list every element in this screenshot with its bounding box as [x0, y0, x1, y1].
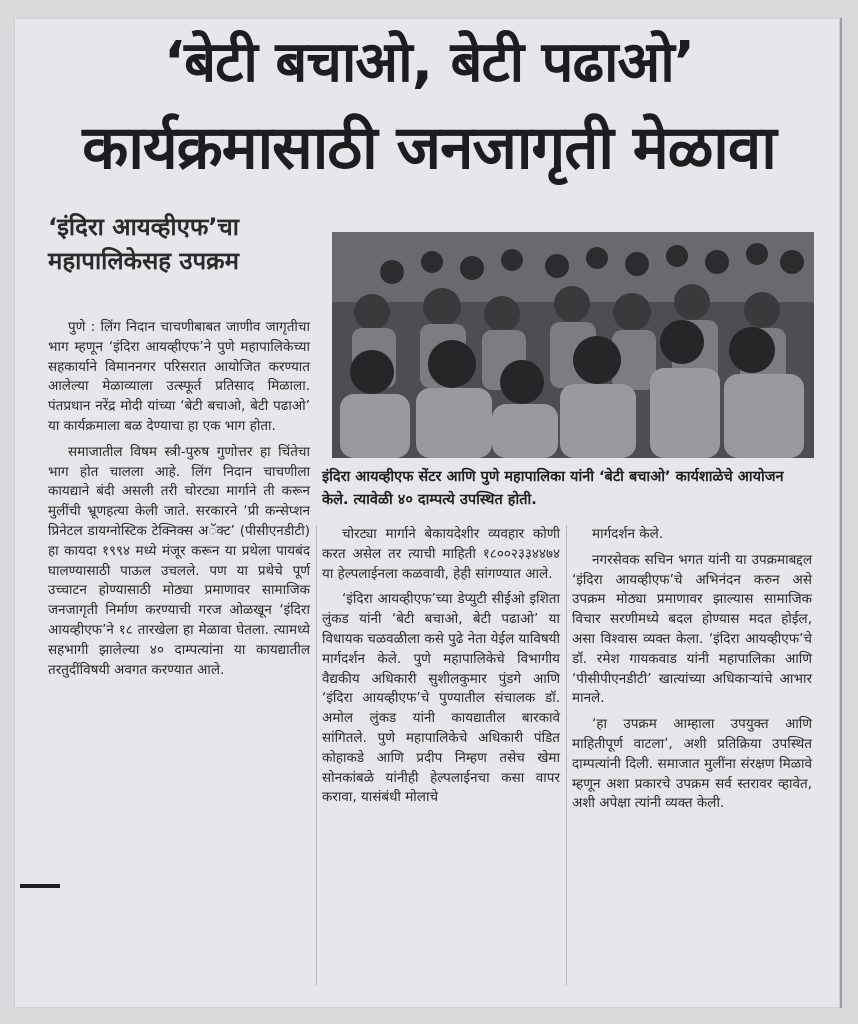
subheadline-line-2: महापालिकेसह उपक्रम — [48, 247, 239, 275]
paragraph: चोरट्या मार्गाने बेकायदेशीर व्यवहार कोणी करत असेल तर त्याची माहिती १८००२३३४४७४ या हेल्पलाईनला कळवावी, हेही सांगण्यात आले. — [322, 526, 560, 582]
article-column-1 — [48, 318, 310, 686]
headline-line-2: कार्यक्रमासाठी जनजागृती मेळावा — [82, 113, 776, 183]
margin-marker — [20, 884, 60, 888]
headline-line-1: ‘बेटी बचाओ, बेटी पढाओ’ — [163, 30, 695, 95]
column-divider — [316, 525, 317, 985]
audience-photo-illustration — [332, 232, 814, 458]
event-photo — [332, 232, 814, 458]
paragraph: नगरसेवक सचिन भगत यांनी या उपक्रमाबद्दल ‘इंदिरा आयव्हीएफ’चे अभिनंदन करुन असे उपक्रम मोठ्या प्रमाणावर झाल्यास सामाजिक विचार सरणीमध्ये बदल होण्यास मदत होईल, असा विश्वास व्यक्त केला. ‘इंदिरा आयव्हीएफ’चे डॉ. रमेश गायकवाड यांनी महापालिका आणि ‘पीसीपीएनडीटी’ खात्यांच्या अधिकाऱ्यांचे आभार मानले. — [572, 551, 812, 707]
article-column-3 — [572, 525, 812, 820]
subheadline-line-1: ‘इंदिरा आयव्हीएफ’चा — [48, 213, 239, 241]
paragraph: समाजातील विषम स्त्री-पुरुष गुणोत्तर हा चिंतेचा भाग होत चालला आहे. लिंग निदान चाचणीला कायद्याने बंदी असली तरी चोरट्या मार्गाने ती करून मुलींची भ्रूणहत्या केली जाते. सरकारने ‘प्री कन्सेप्शन प्रिनेटल डायग्नोस्टिक टेक्निक्स अॅक्ट’ (पीसीएनडीटी) हा कायदा १९९४ मध्ये मंजूर करून या प्रथेला पायबंद घालण्यासाठी पाऊल उचलले. पण या प्रथेचे पूर्ण उच्चाटन होण्यासाठी मोठ्या प्रमाणावर सामाजिक जनजागृती निर्माण करण्याची गरज ओळखून ‘इंदिरा आयव्हीएफ’ने १८ तारखेला हा मेळावा घेतला. त्यामध्ये सहभागी झालेल्या ४० दाम्पत्यांना या कायद्यातील तरतुदींविषयी अवगत करण्यात आले. — [48, 443, 310, 678]
subheadline — [48, 210, 328, 278]
paragraph: पुणे : लिंग निदान चाचणीबाबत जाणीव जागृतीचा भाग म्हणून ‘इंदिरा आयव्हीएफ’ने पुणे महापालिकेच्या सहकार्याने विमाननगर परिसरात आयोजित करण्यात आलेल्या मेळाव्याला उत्स्फूर्त प्रतिसाद मिळाला. पंतप्रधान नरेंद्र मोदी यांच्या ‘बेटी बचाओ, बेटी पढाओ’ या कार्यक्रमाला बळ देण्याचा हा एक भाग होता. — [48, 319, 310, 434]
photo-caption: इंदिरा आयव्हीएफ सेंटर आणि पुणे महापालिका यांनी ‘बेटी बचाओ’ कार्यशाळेचे आयोजन केले. त्यावेळी ४० दाम्पत्ये उपस्थित होती. — [322, 469, 784, 508]
article-column-2 — [322, 525, 560, 814]
paragraph: ‘हा उपक्रम आम्हाला उपयुक्त आणि माहितीपूर्ण वाटला’, अशी प्रतिक्रिया उपस्थित दाम्पत्यांनी दिली. समाजात मुलींना संरक्षण मिळावे म्हणून अशा प्रकारचे उपक्रम सर्व स्तरावर व्हावेत, अशी अपेक्षा त्यांनी व्यक्त केली. — [572, 716, 812, 812]
column-divider — [566, 525, 567, 985]
paragraph: ‘इंदिरा आयव्हीएफ’च्या डेप्युटी सीईओ इशिता लुंकड यांनी ‘बेटी बचाओ, बेटी पढाओ’ या विधायक चळवळीला कसे पुढे नेता येईल याविषयी मार्गदर्शन केले. पुणे महापालिकेचे विभागीय वैद्यकीय अधिकारी सुशीलकुमार पुंडगे आणि ‘इंदिरा आयव्हीएफ’चे पुण्यातील संचालक डॉ. अमोल लुंकड यांनी कायद्यातील बारकावे सांगितले. पुणे महापालिकेचे अधिकारी पंडित कोहाकडे आणि प्रदीप निम्हण तसेच खेमा सोनकांबळे यांनीही हेल्पलाईनचा कसा वापर करावा, यासंबंधी मोलाचे — [322, 591, 561, 806]
paragraph: मार्गदर्शन केले. — [592, 526, 664, 542]
